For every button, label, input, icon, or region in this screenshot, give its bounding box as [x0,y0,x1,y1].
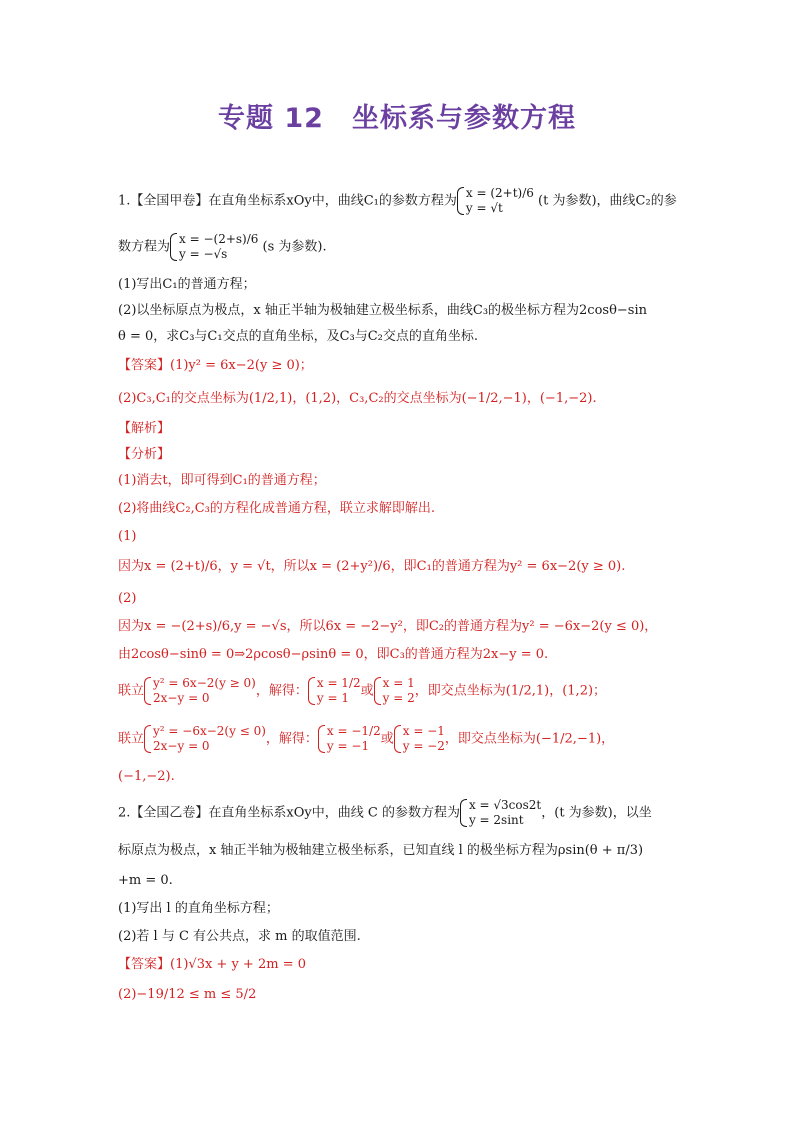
q1-answer-1: 【答案】(1)y² = 6x−2(y ≥ 0)； [118,358,313,373]
q1-part-2: (2)以坐标原点为极点，x 轴正半轴为极轴建立极坐标系，曲线C₃的极坐标方程为2cosθ−sin [118,303,648,318]
q1-c2-system: x = −(2+s)/6 y = −√s [170,232,258,262]
q2-answer-2: (2)−19/12 ≤ m ≤ 5/2 [118,987,257,1002]
q1-answer-2: (2)C₃,C₁的交点坐标为(1/2,1)，(1,2)，C₃,C₂的交点坐标为(−1/2,−1)，(−1,−2). [118,391,597,406]
q1-text: 1.【全国甲卷】在直角坐标系xOy中，曲线C₁的参数方程为 [118,193,457,209]
q1-sol-4-system: y² = 6x−2(y ≥ 0) 2x−y = 0 [144,676,256,706]
q1-part-1: (1)写出C₁的普通方程； [118,277,256,292]
q1-sol-3: 由2cosθ−sinθ = 0⇒2ρcosθ−ρsinθ = 0，即C₃的普通方程为2x−y = 0. [118,647,549,662]
q1-sol-4: 联立 y² = 6x−2(y ≥ 0) 2x−y = 0 ，解得： x = 1/2 y = 1 或 x = 1 y = 2 ，即交点坐标为(1/2,1)，(1,2)； [118,676,607,705]
q2-answer-1: 【答案】(1)√3x + y + 2m = 0 [118,957,306,972]
q1-line-2: 数方程为 x = −(2+s)/6 y = −√s (s 为参数). [118,232,327,261]
q1-sol-6: (−1,−2). [118,769,175,784]
q1-fenxi-1: (1)消去t，即可得到C₁的普通方程； [118,473,326,488]
q2-line-2: 标原点为极点，x 轴正半轴为极轴建立极坐标系，已知直线 l 的极坐标方程为ρsin(θ + π/3) [118,843,644,858]
q1-line-1: 1.【全国甲卷】在直角坐标系xOy中，曲线C₁的参数方程为 x = (2+t)/6 y = √t (t 为参数)，曲线C₂的参 [118,186,677,215]
q1-part-2-cont: θ = 0，求C₃与C₁交点的直角坐标，及C₃与C₂交点的直角坐标. [118,329,479,344]
q1-analysis-label: 【解析】 [118,421,171,436]
q1-sol-part-2: (2) [118,591,137,606]
q1-sol-2: 因为x = −(2+s)/6,y = −√s，所以6x = −2−y²，即C₂的普通方程为y² = −6x−2(y ≤ 0)， [118,619,658,634]
q2-part-1: (1)写出 l 的直角坐标方程； [118,901,279,916]
q1-fenxi-2: (2)将曲线C₂,C₃的方程化成普通方程，联立求解即解出. [118,501,435,516]
q2-part-2: (2)若 l 与 C 有公共点，求 m 的取值范围. [118,929,361,944]
q1-sol-5-system: y² = −6x−2(y ≤ 0) 2x−y = 0 [144,724,266,754]
q1-sol-1: 因为x = (2+t)/6，y = √t，所以x = (2+y²)/6，即C₁的普通方程为y² = 6x−2(y ≥ 0). [118,559,626,574]
q1-sol-part-1: (1) [118,529,137,544]
q1-sol-5: 联立 y² = −6x−2(y ≤ 0) 2x−y = 0 ，解得： x = −1/2 y = −1 或 x = −1 y = −2 ，即交点坐标为(−1/2,−1)， [118,724,615,753]
q2-line-3: +m = 0. [118,873,173,888]
page-title: 专题 12 坐标系与参数方程 [218,103,576,134]
q2-line-1: 2.【全国乙卷】在直角坐标系xOy中，曲线 C 的参数方程为 x = √3cos2t y = 2sint ，(t 为参数)，以坐 [118,798,652,827]
q1-c1-system: x = (2+t)/6 y = √t [457,186,534,216]
q2-c-system: x = √3cos2t y = 2sint [460,798,541,828]
q1-fenxi-label: 【分析】 [118,447,171,462]
